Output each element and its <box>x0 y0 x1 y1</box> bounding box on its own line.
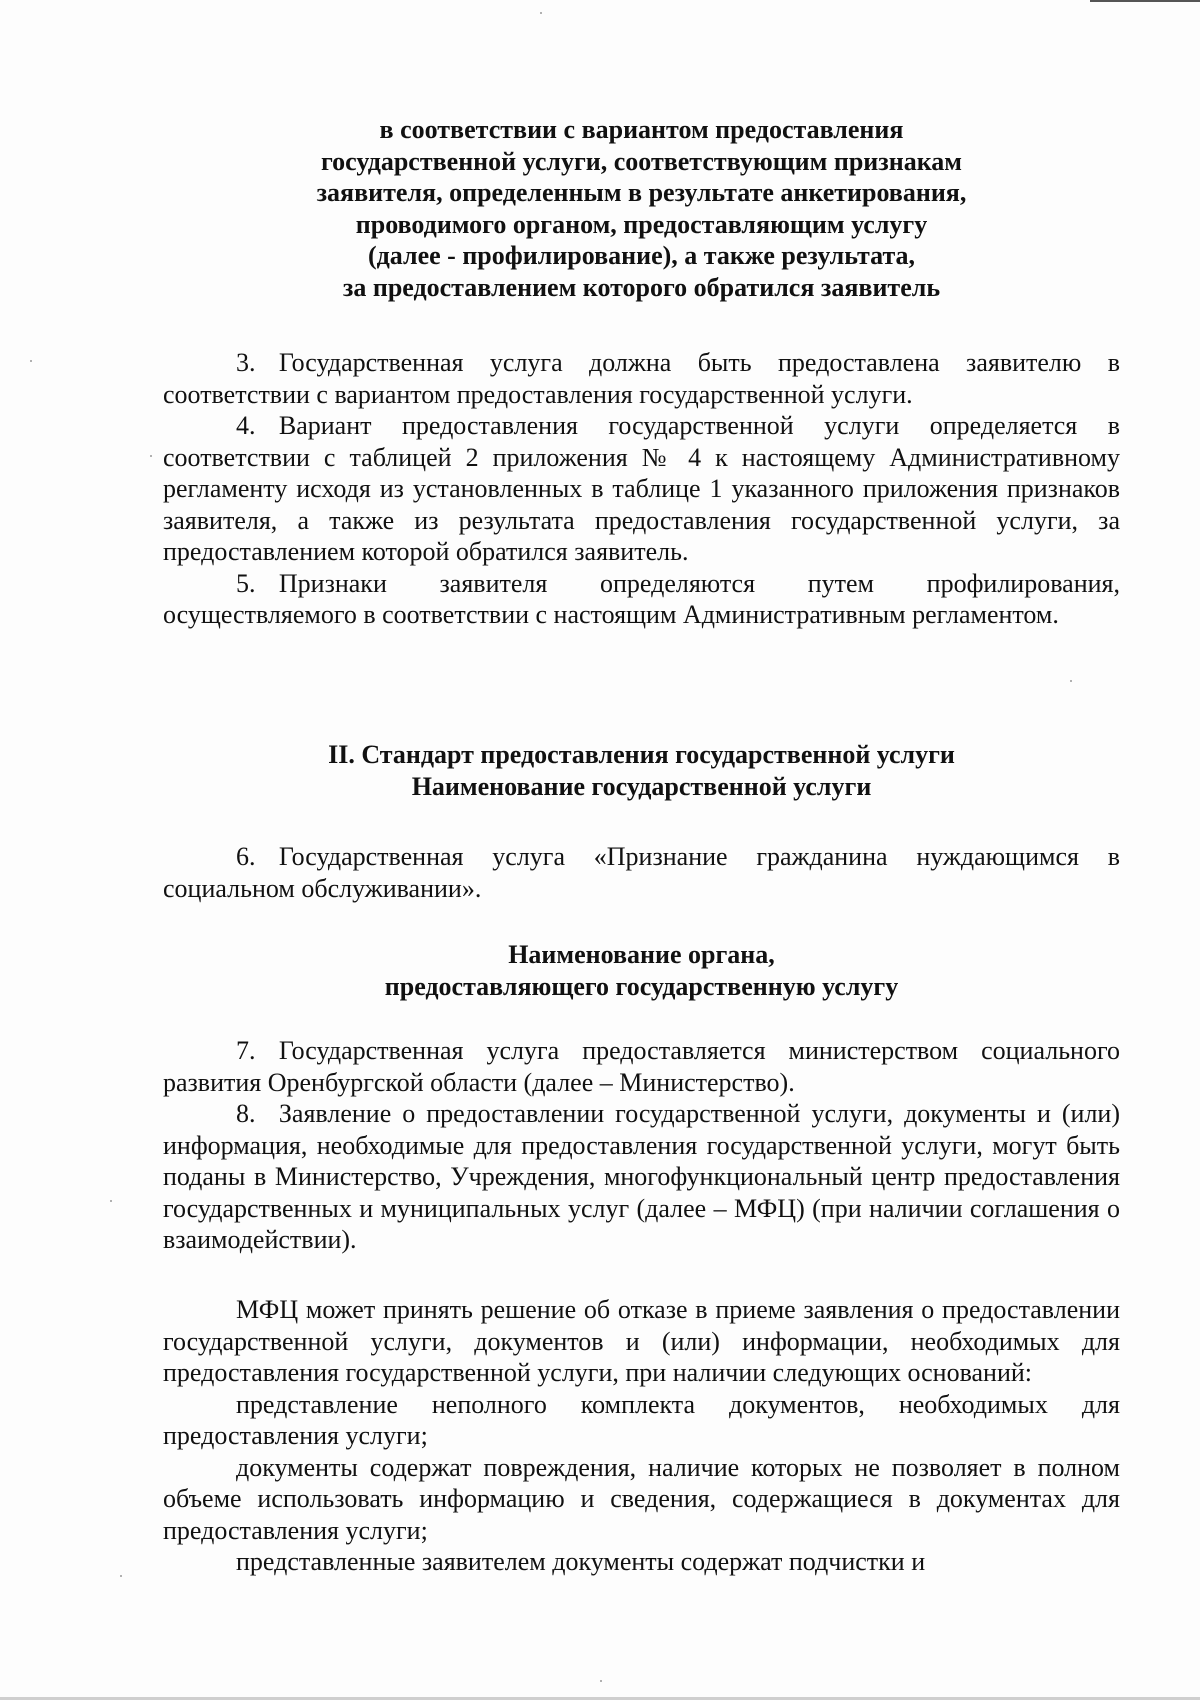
paragraph-text: Вариант предоставления государственной услуги определяется в соответствии с таблицей 2 приложения № 4 к настоящему Административному регламенту исходя из установленных в таблице 1 указанного приложения признаков заявителя, а также из результата предоставления государственной услуги, за предоставлением которой обратился заявитель. <box>163 411 1120 566</box>
paragraph-number: 8. <box>236 1099 256 1128</box>
heading-organ-line1: Наименование органа, <box>508 940 775 969</box>
paragraph-group-2 <box>163 1035 1120 1256</box>
paragraph-4 <box>163 410 1120 568</box>
heading-top-line: в соответствии с вариантом предоставления <box>379 115 904 144</box>
paragraph-number: 4. <box>236 411 256 440</box>
paragraph-text: Государственная услуга должна быть предоставлена заявителю в соответствии с вариантом предоставления государственной услуги. <box>163 348 1120 409</box>
paragraph-ground-2: документы содержат повреждения, наличие которых не позволяет в полном объеме использовать информацию и сведения, содержащиеся в документах для предоставления услуги; <box>163 1452 1120 1545</box>
paragraph-6 <box>163 841 1120 904</box>
paragraph-group-1 <box>163 347 1120 631</box>
paragraph-number: 5. <box>236 568 256 598</box>
section-2-subtitle: Наименование государственной услуги <box>411 771 872 801</box>
paragraph-ground-1: представление неполного комплекта документов, необходимых для предоставления услуги; <box>163 1389 1120 1450</box>
heading-top-line: заявителя, определенным в результате анкетирования, <box>316 178 967 207</box>
heading-top-line: проводимого органом, предоставляющим услугу <box>355 209 928 239</box>
paragraph-ground-3: представленные заявителем документы содержат подчистки и <box>236 1547 926 1576</box>
heading-top-text <box>163 114 1120 303</box>
heading-organ-block <box>163 939 1120 1002</box>
paragraph-number: 7. <box>236 1036 256 1065</box>
paragraph-7 <box>163 1035 1120 1098</box>
scan-noise <box>30 360 32 362</box>
paragraph-group-3 <box>163 1294 1120 1578</box>
paragraph-text: Государственная услуга «Признание гражданина нуждающимся в социальном обслуживании». <box>163 842 1120 903</box>
paragraph-text: Заявление о предоставлении государственной услуги, документы и (или) информация, необходимые для предоставления государственной услуги, могут быть поданы в Министерство, Учреждения, многофункциональный центр предоставления государственных и муниципальных услуг (далее – МФЦ) (при наличии соглашения о взаимодействии). <box>163 1099 1120 1254</box>
paragraph-text: Признаки заявителя определяются путем профилирования, осуществляемого в соответствии с настоящим Административным регламентом. <box>163 568 1120 629</box>
paragraph-5 <box>163 568 1120 631</box>
heading-organ-line2: предоставляющего государственную услугу <box>384 971 899 1001</box>
scan-noise <box>150 455 152 457</box>
paragraph-number: 6. <box>236 842 256 871</box>
heading-top-line: за предоставлением которого обратился заявитель <box>342 272 941 302</box>
paragraph-mfc: МФЦ может принять решение об отказе в приеме заявления о предоставлении государственной услуги, документов и (или) информации, необходимых для предоставления государственной услуги, при наличии следующих оснований: <box>163 1295 1120 1387</box>
scan-noise <box>120 1575 122 1577</box>
heading-top <box>163 114 1120 303</box>
paragraph-text: Государственная услуга предоставляется министерством социального развития Оренбургской области (далее – Министерство). <box>163 1036 1120 1097</box>
heading-top-line: (далее - профилирование), а также результата, <box>367 241 916 270</box>
paragraph-group-6 <box>163 841 1120 904</box>
heading-organ <box>163 939 1120 1002</box>
scan-noise <box>110 1200 112 1202</box>
scan-noise <box>1070 680 1072 682</box>
scan-noise <box>540 12 542 14</box>
scan-edge-mark <box>1090 0 1200 2</box>
paragraph-3 <box>163 347 1120 410</box>
scan-noise <box>600 1680 602 1682</box>
section-2-heading <box>163 739 1120 802</box>
paragraph-8 <box>163 1098 1120 1256</box>
section-2-title: II. Стандарт предоставления государственной услуги <box>328 740 955 769</box>
paragraph-number: 3. <box>236 348 256 377</box>
section-2-title-block <box>163 739 1120 802</box>
heading-top-line: государственной услуги, соответствующим признакам <box>320 146 963 176</box>
